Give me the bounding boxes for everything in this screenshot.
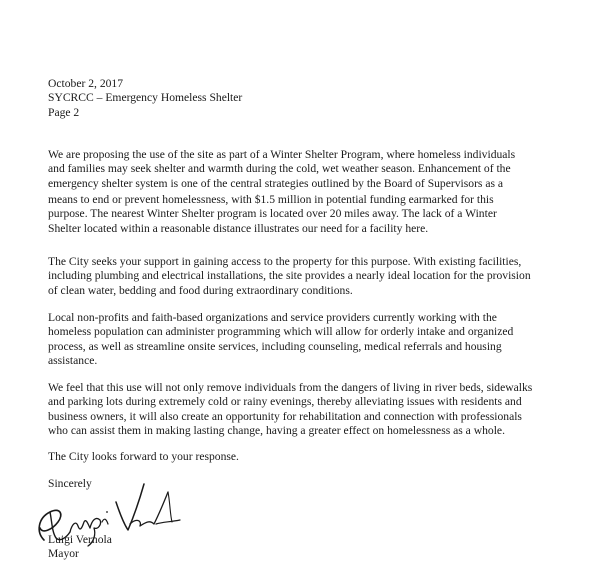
paragraph-line: We are proposing the use of the site as part of a Winter Shelter Program, where homeless individuals xyxy=(48,148,516,161)
paragraph-line: emergency shelter system is one of the central strategies outlined by the Board of Supervisors as a xyxy=(48,176,504,190)
paragraph-line: assistance. xyxy=(48,354,98,368)
paragraph-line: The City seeks your support in gaining access to the property for this purpose. With existing facilities, xyxy=(48,255,522,268)
paragraph-line: and families may seek shelter and warmth during the cold, wet weather season. Enhancement of the xyxy=(48,162,511,176)
letter-page-number: Page 2 xyxy=(48,105,80,119)
paragraph-benefits xyxy=(48,381,556,439)
signer-name: Luigi Vernola xyxy=(48,533,112,546)
paragraph-line: process, as well as streamline onsite services, including counseling, medical referrals and housing xyxy=(48,339,502,353)
paragraph-line: The City looks forward to your response. xyxy=(48,450,239,463)
paragraph-line: purpose. The nearest Winter Shelter program is located over 20 miles away. The lack of a Winter xyxy=(48,207,497,221)
closing-salutation: Sincerely xyxy=(48,477,92,490)
letter-header xyxy=(48,77,242,120)
paragraph-line: business owners, it will also create an opportunity for rehabilitation and connection with professionals xyxy=(48,409,522,423)
paragraph-line: of clean water, bedding and food during extraordinary conditions. xyxy=(48,283,353,297)
paragraph-line: who can assist them in making lasting change, having a greater effect on homelessness as a whole. xyxy=(48,424,505,438)
signer-title: Mayor xyxy=(48,547,79,561)
paragraph-line: and parking lots during extremely cold or rainy evenings, thereby alleviating issues with residents and xyxy=(48,395,522,409)
letter-date: October 2, 2017 xyxy=(48,77,124,90)
paragraph-line: means to end or prevent homelessness, with $1.5 million in potential funding earmarked for this xyxy=(48,193,494,206)
paragraph-line: including plumbing and electrical installations, the site provides a nearly ideal location for the provision xyxy=(48,269,531,283)
paragraph-winter-shelter-intro xyxy=(48,148,556,191)
paragraph-line: Local non-profits and faith-based organizations and service providers currently working with the xyxy=(48,311,497,324)
letter-subject: SYCRCC – Emergency Homeless Shelter xyxy=(48,91,243,105)
paragraph-funding xyxy=(48,193,556,236)
paragraph-line: homeless population can administer programming which will allow for orderly intake and organized xyxy=(48,325,514,339)
signer-block xyxy=(48,533,112,562)
paragraph-line: We feel that this use will not only remove individuals from the dangers of living in river beds, sidewalks xyxy=(48,381,533,394)
paragraph-line: Shelter located within a reasonable distance illustrates our need for a facility here. xyxy=(48,221,429,235)
paragraph-service-providers xyxy=(48,311,556,369)
paragraph-site-access xyxy=(48,255,556,298)
